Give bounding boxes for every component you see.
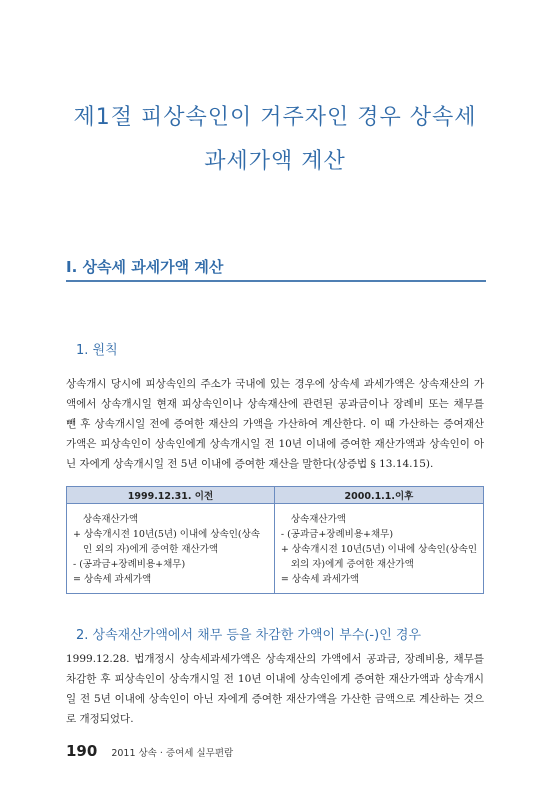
table-line: + 상속개시전 10년(5년) 이내에 상속인(상속인 [280,544,477,555]
page-footer [66,742,233,762]
chapter-title-line-2: 과세가액 계산 [204,149,346,174]
table-line: - (공과금+장례비용+채무) [73,559,186,570]
table-header-before: 1999.12.31. 이전 [67,487,275,504]
page-number: 190 [66,742,98,760]
subsection-1-paragraph: 상속개시 당시에 피상속인의 주소가 국내에 있는 경우에 상속세 과세가액은 상속재산의 가액에서 상속개시일 현재 피상속인이나 상속재산에 관련된 공과금이나 장례비 또는 채무를 뺀 후 상속개시일 전에 증여한 재산의 가액을 가산하여 계산한다. 이 때 가산하는 증여재산가액은 피상속인이 상속인에게 상속개시일 전 10년 이내에 증여한 재산가액과 상속인이 아닌 자에게 상속개시일 전 5년 이내에 증여한 재산을 말한다(상증법 § 13.14.15). [66,378,484,470]
table-cell-before [67,504,275,594]
table-line: = 상속세 과세가액 [73,574,152,585]
table-line: 상속재산가액 [290,514,346,525]
table-line: - (공과금+장례비용+채무) [280,529,394,540]
table-header-after: 2000.1.1.이후 [274,487,483,504]
subsection-2-heading: 2. 상속재산가액에서 채무 등을 차감한 가액이 부수(-)인 경우 [76,628,421,643]
chapter-title-line-1: 제1절 피상속인이 거주자인 경우 상속세 [73,105,477,130]
table-cell-after [274,504,483,594]
table-line: 인 외의 자)에게 증여한 재산가액 [83,544,219,555]
book-title: 2011 상속 · 증여세 실무편람 [111,748,234,759]
subsection-1-heading: 1. 원칙 [76,343,118,358]
table-row [67,504,484,594]
table-line: = 상속세 과세가액 [280,574,360,585]
table-line: 외의 자)에게 증여한 재산가액 [290,559,414,570]
table-line: 상속재산가액 [83,514,139,525]
table-line: + 상속개시전 10년(5년) 이내에 상속인(상속 [73,529,260,540]
comparison-table [66,486,484,594]
section-heading: Ⅰ. 상속세 과세가액 계산 [66,254,486,282]
subsection-2-paragraph: 1999.12.28. 법개정시 상속세과세가액은 상속재산의 가액에서 공과금, 장례비용, 채무를 차감한 후 피상속인이 상속개시일 전 10년 이내에 상속인에게 증여한 재산가액과 상속개시일 전 5년 이내에 상속인이 아닌 자에게 증여한 재산가액을 가산한 금액으로 계산하는 것으로 개정되었다. [66,653,484,725]
chapter-title [40,96,510,184]
table-header-row [67,487,484,504]
